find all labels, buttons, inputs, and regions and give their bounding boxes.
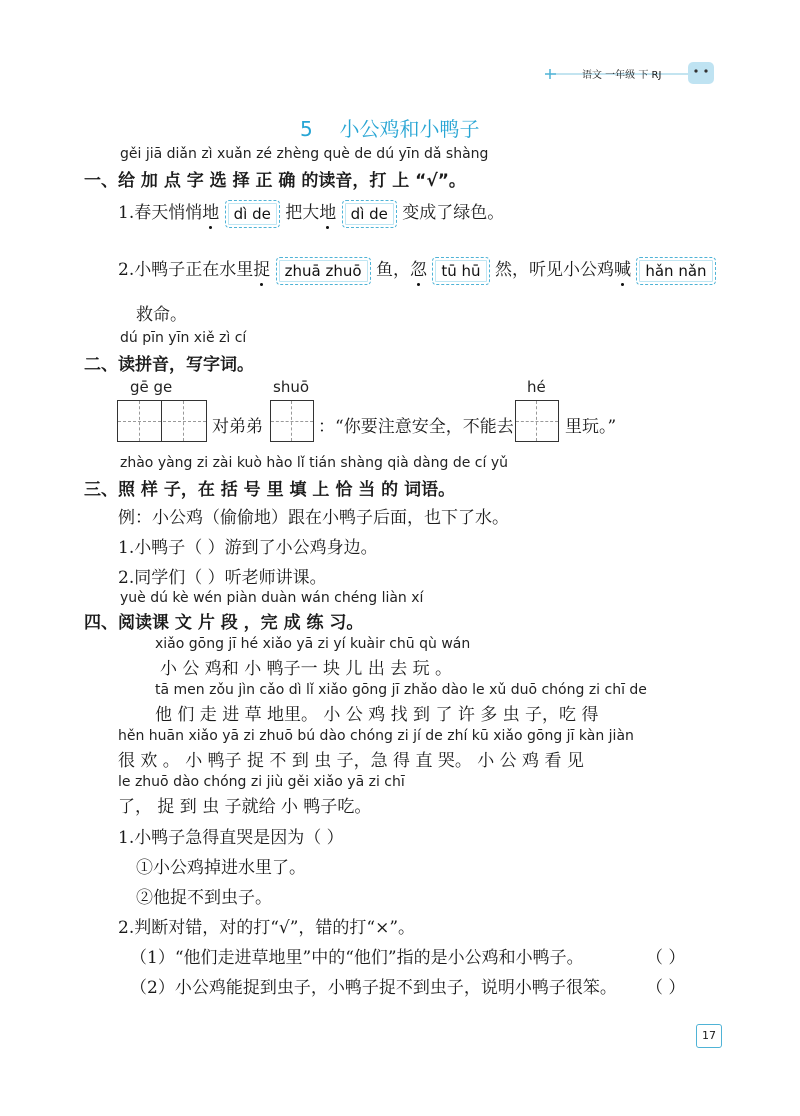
q2-dotted-char-1: 捉: [253, 260, 271, 280]
q2-dotted-char-3: 喊: [613, 260, 631, 280]
q2-text-g: 救命。: [136, 305, 187, 325]
writing-grid-he[interactable]: [515, 400, 559, 442]
page-number: 17: [702, 1029, 716, 1042]
s1-pinyin: gěi jiā diǎn zì xuǎn zé zhèng què de dú yīn dǎ shàng: [120, 146, 489, 162]
s4-heading: 四、阅读课 文 片 段 ，完 成 练 习。: [84, 613, 364, 633]
passage-line-2-pinyin: tā men zǒu jìn cǎo dì lǐ xiǎo gōng jī zhǎo dào le xǔ duō chóng zi chī de: [155, 682, 647, 698]
lesson-number: 5: [300, 117, 313, 141]
q2-option-box-2[interactable]: tū hū: [432, 257, 489, 285]
s3-q1: 1.小鸭子（ ）游到了小公鸡身边。: [118, 538, 378, 558]
q2-option-box-3[interactable]: hǎn nǎn: [636, 257, 715, 285]
s2-heading: 二、读拼音，写字词。: [84, 355, 254, 375]
s4-q2-answer-1[interactable]: （ ）: [646, 948, 686, 968]
s3-heading: 三、照 样 子，在 括 号 里 填 上 恰 当 的 词语。: [84, 480, 456, 500]
q1-dotted-char-1: 地: [202, 203, 220, 223]
s4-q2-answer-2[interactable]: （ ）: [646, 978, 686, 998]
s2-text-2: ：“你要注意安全，不能去: [318, 417, 514, 437]
passage-line-4: 了， 捉 到 虫 子就给 小 鸭子吃。: [118, 797, 372, 817]
s1-q1: [118, 198, 504, 228]
s1-heading: 一、给 加 点 字 选 择 正 确 的读音，打 上 “√”。: [84, 171, 466, 191]
passage-line-1-pinyin: xiǎo gōng jī hé xiǎo yā zi yí kuàir chū qù wán: [155, 636, 471, 652]
passage-line-1: 小 公 鸡和 小 鸭子一 块 儿 出 去 玩 。: [160, 659, 453, 679]
q1-text-e: 变成了绿色。: [402, 203, 505, 223]
passage-line-4-pinyin: le zhuō dào chóng zi jiù gěi xiǎo yā zi chī: [118, 774, 405, 790]
passage-line-3-pinyin: hěn huān xiǎo yā zi zhuō bú dào chóng zi jí de zhí kū xiǎo gōng jī kàn jiàn: [118, 728, 634, 744]
s2-text-3: 里玩。”: [565, 417, 617, 437]
s2-pinyin-shuo: shuō: [273, 378, 310, 396]
q2-text-a: 2.小鸭子正在水里: [118, 260, 254, 280]
page-number-box: [696, 1024, 722, 1048]
q2-text-e: 然，听见小公鸡: [494, 260, 614, 280]
s4-q1-option-a: ①小公鸡掉进水里了。: [136, 858, 306, 878]
s4-q1-option-b: ②他捉不到虫子。: [136, 888, 272, 908]
q1-text-a: 1.春天悄悄: [118, 203, 203, 223]
s2-pinyin-gege: gē ge: [130, 378, 173, 396]
lesson-title-text: 小公鸡和小鸭子: [339, 117, 480, 141]
q1-dotted-char-2: 地: [319, 203, 337, 223]
q1-option-box-2[interactable]: dì de: [342, 200, 397, 228]
q1-text-c: 把大: [285, 203, 320, 223]
s3-pinyin: zhào yàng zi zài kuò hào lǐ tián shàng qià dàng de cí yǔ: [120, 455, 508, 471]
s3-q2: 2.同学们（ ）听老师讲课。: [118, 568, 327, 588]
s4-q2-statement-1: （1）“他们走进草地里”中的“他们”指的是小公鸡和小鸭子。: [130, 948, 584, 968]
s2-pinyin: dú pīn yīn xiě zì cí: [120, 330, 247, 346]
q2-text-c: 鱼，: [375, 260, 410, 280]
passage-line-3: 很 欢 。 小 鸭子 捉 不 到 虫 子，急 得 直 哭。 小 公 鸡 看 见: [118, 751, 584, 771]
passage-line-2: 他 们 走 进 草 地里。 小 公 鸡 找 到 了 许 多 虫 子，吃 得: [155, 705, 599, 725]
subject-tag: 语文 一年级 下 RJ: [582, 70, 662, 81]
q2-dotted-char-2: 忽: [409, 260, 427, 280]
s2-pinyin-he: hé: [527, 378, 546, 396]
q1-option-box-1[interactable]: dì de: [225, 200, 280, 228]
s4-q2: 2.判断对错，对的打“√”，错的打“×”。: [118, 918, 416, 938]
s4-q1: 1.小鸭子急得直哭是因为（ ）: [118, 828, 344, 848]
s2-text-1: 对弟弟: [212, 417, 263, 437]
writing-grid-gege[interactable]: [117, 400, 207, 442]
s4-q2-statement-2: （2）小公鸡能捉到虫子，小鸭子捉不到虫子，说明小鸭子很笨。: [130, 978, 617, 998]
s1-q2: [118, 255, 716, 285]
writing-grid-shuo[interactable]: [270, 400, 314, 442]
lesson-title: [300, 113, 479, 142]
s3-example: 例：小公鸡（偷偷地）跟在小鸭子后面，也下了水。: [118, 508, 509, 528]
q2-option-box-1[interactable]: zhuā zhuō: [276, 257, 371, 285]
s4-pinyin: yuè dú kè wén piàn duàn wán chéng liàn xí: [120, 590, 424, 606]
